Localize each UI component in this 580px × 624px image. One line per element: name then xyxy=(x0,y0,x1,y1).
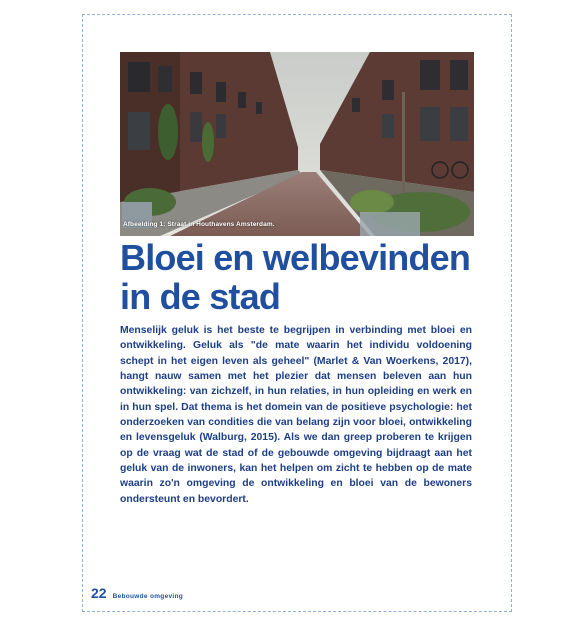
street-photo xyxy=(120,52,474,236)
title-line-2: in de stad xyxy=(120,276,281,317)
title-line-1: Bloei en welbevinden xyxy=(120,237,471,278)
street-photo-illustration xyxy=(120,52,474,236)
article-title xyxy=(120,238,500,316)
page-footer xyxy=(91,585,183,601)
photo-caption: Afbeelding 1: Straat in Houthavens Amsterdam. xyxy=(123,221,275,228)
article-body: Menselijk geluk is het beste te begrijpen in verbinding met bloei en ontwikkeling. Geluk als "de mate waarin het individu voldoening schept in het eigen leven als geheel" (Marlet & Van Woerkens, 2017), hangt nauw samen met het plezier dat mensen beleven aan hun ontwikkeling: van zichzelf, in hun relaties, in hun opleiding en werk en in hun spel. Dat thema is het domein van de positieve psychologie: het onderzoeken van condities die van belang zijn voor bloei, ontwikkeling en levensgeluk (Walburg, 2015). Als we dan greep proberen te krijgen op de vraag wat de stad of de gebouwde omgeving bijdraagt aan het geluk van de inwoners, kan het helpen om zicht te hebben op de mate waarin zo'n omgeving de ontwikkeling en bloei van de bewoners ondersteunt en bevordert. xyxy=(120,325,472,505)
magazine-name: Bebouwde omgeving xyxy=(112,593,184,600)
page-number: 22 xyxy=(91,585,107,601)
